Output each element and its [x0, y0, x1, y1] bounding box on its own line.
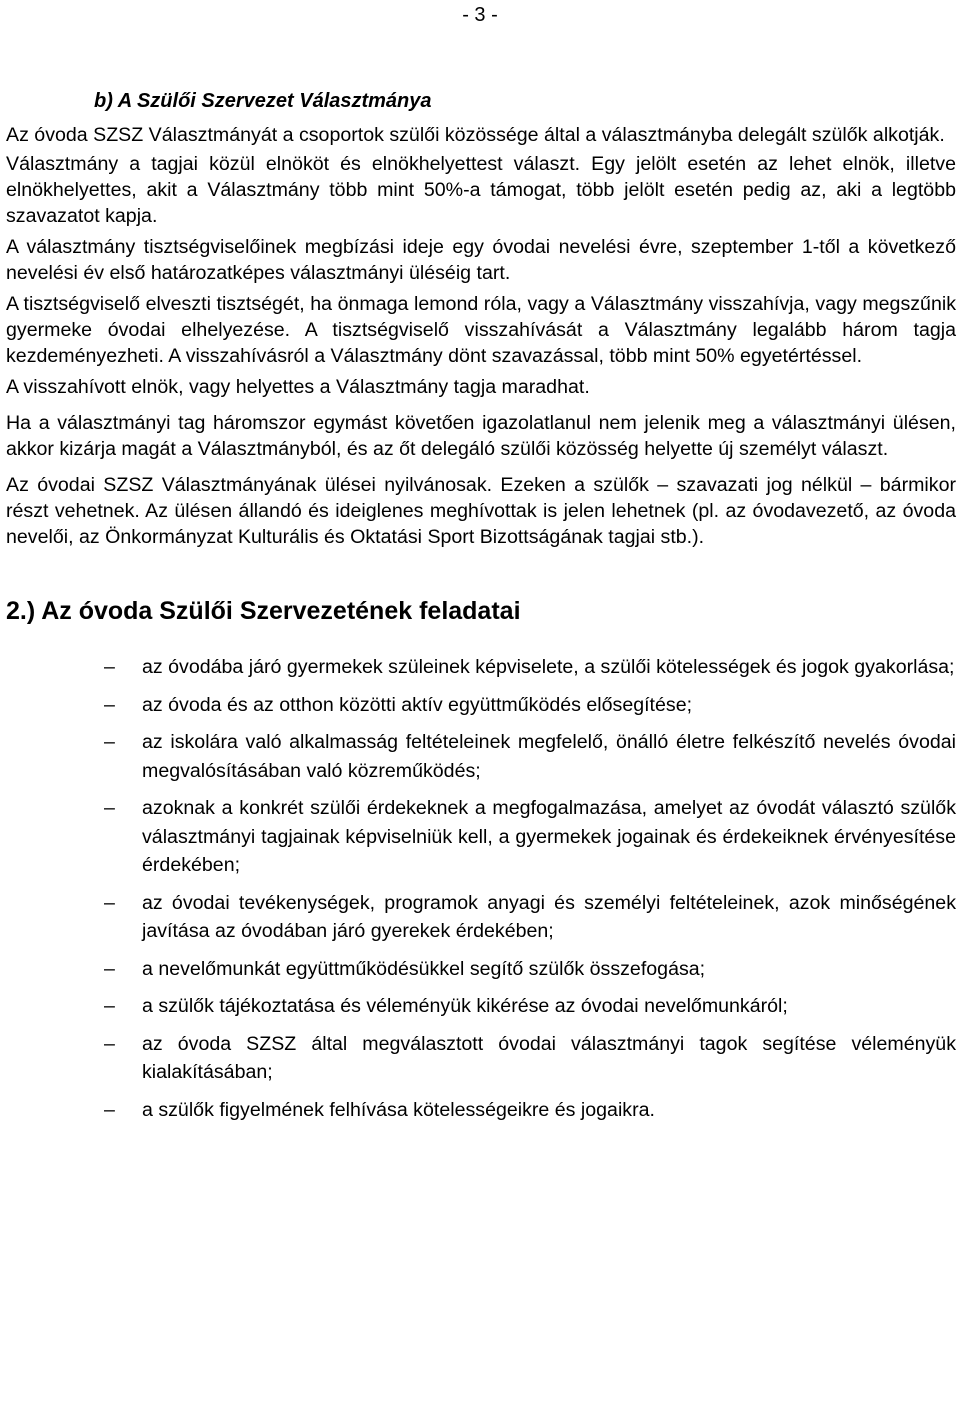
paragraph-public-meetings: Az óvodai SZSZ Választmányának ülései nyilvánosak. Ezeken a szülők – szavazati jog nélkül – bármikor részt vehetnek. Az ülésen állandó és ideiglenes meghívottak is jelen lehetnek (pl. az óvodavezető, az óvoda nevelői, az Önkormányzat Kulturális és Oktatási Sport Bizottságának tagjai stb.). [6, 474, 956, 548]
paragraph-recall: A tisztségviselő elveszti tisztségét, ha önmaga lemond róla, vagy a Választmány visszahívja, vagy megszűnik gyermeke óvodai elhelyezése. A tisztségviselő visszahívását a Választmány legalább három tagja kezdeményezheti. A visszahívásról a Választmány dönt szavazással, több mint 50% egyetértéssel. [6, 293, 956, 367]
list-item [104, 889, 956, 946]
paragraph-election: Választmány a tagjai közül elnököt és elnökhelyettest választ. Egy jelölt esetén az lehet elnök, illetve elnökhelyettes, akit a Választmány több mint 50%-a támogat, több jelölt esetén pedig az, aki a legtöbb szavazatot kapja. [6, 153, 956, 227]
paragraph-recalled-member: A visszahívott elnök, vagy helyettes a Választmány tagja maradhat. [6, 376, 590, 398]
list-item [104, 728, 956, 785]
dash-bullet-icon: – [104, 1098, 115, 1121]
paragraph-absence: Ha a választmányi tag háromszor egymást követően igazolatlanul nem jelenik meg a választmányi ülésen, akkor kizárja magát a Választmányból, és az őt delegáló szülői közösség helyette új személyt választ. [6, 412, 956, 460]
list-item [104, 1096, 956, 1125]
list-item [104, 691, 956, 720]
dash-bullet-icon: – [104, 797, 115, 819]
list-item [104, 1030, 956, 1087]
list-item-text: az óvodába járó gyermekek szüleinek képviselete, a szülői kötelességek és jogok gyakorlása; [142, 656, 955, 678]
dash-bullet-icon: – [104, 656, 115, 678]
dash-bullet-icon: – [104, 1032, 115, 1055]
paragraph-term: A választmány tisztségviselőinek megbízási ideje egy óvodai nevelési évre, szeptember 1-től a következő nevelési év első határozatképes választmányi üléséig tart. [6, 236, 956, 284]
dash-bullet-icon: – [104, 957, 115, 980]
page-number: - 3 - [462, 4, 498, 26]
list-item-text: az óvoda és az otthon közötti aktív együttműködés elősegítése; [142, 693, 693, 716]
document-body [6, 86, 956, 1133]
list-item [104, 653, 956, 682]
dash-bullet-icon: – [104, 693, 115, 716]
list-item [104, 955, 956, 984]
list-item-text: az óvoda SZSZ által megválasztott óvodai választmányi tagok segítése véleményük kialakításában; [142, 1032, 956, 1083]
dash-bullet-icon: – [104, 891, 115, 914]
tasks-list [6, 653, 956, 1124]
list-item-text: a nevelőmunkát együttműködésükkel segítő szülők összefogása; [142, 957, 706, 980]
section-2-title: 2.) Az óvoda Szülői Szervezetének feladatai [6, 597, 521, 625]
paragraph-delegation: Az óvoda SZSZ Választmányát a csoportok szülői közössége által a választmányba delegált szülők alkotják. [6, 124, 945, 146]
section-b-title: b) A Szülői Szervezet Választmánya [94, 90, 432, 112]
list-item-text: a szülők figyelmének felhívása kötelességeikre és jogaikra. [142, 1098, 655, 1121]
list-item [104, 794, 956, 880]
dash-bullet-icon: – [104, 731, 115, 753]
list-item-text: azoknak a konkrét szülői érdekeknek a megfogalmazása, amelyet az óvodát választó szülők választmányi tagjainak képviselniük kell, a gyermekek jogainak és érdekeiknek érvényesítése érdekében; [142, 797, 956, 876]
dash-bullet-icon: – [104, 995, 115, 1017]
list-item-text: az iskolára való alkalmasság feltételeinek megfelelő, önálló életre felkészítő nevelés óvodai megvalósításában való közreműködés; [142, 731, 956, 782]
list-item-text: a szülők tájékoztatása és véleményük kikérése az óvodai nevelőmunkáról; [142, 995, 788, 1017]
list-item-text: az óvodai tevékenységek, programok anyagi és személyi feltételeinek, azok minőségének javítása az óvodában járó gyerekek érdekében; [142, 891, 956, 942]
list-item [104, 992, 956, 1021]
